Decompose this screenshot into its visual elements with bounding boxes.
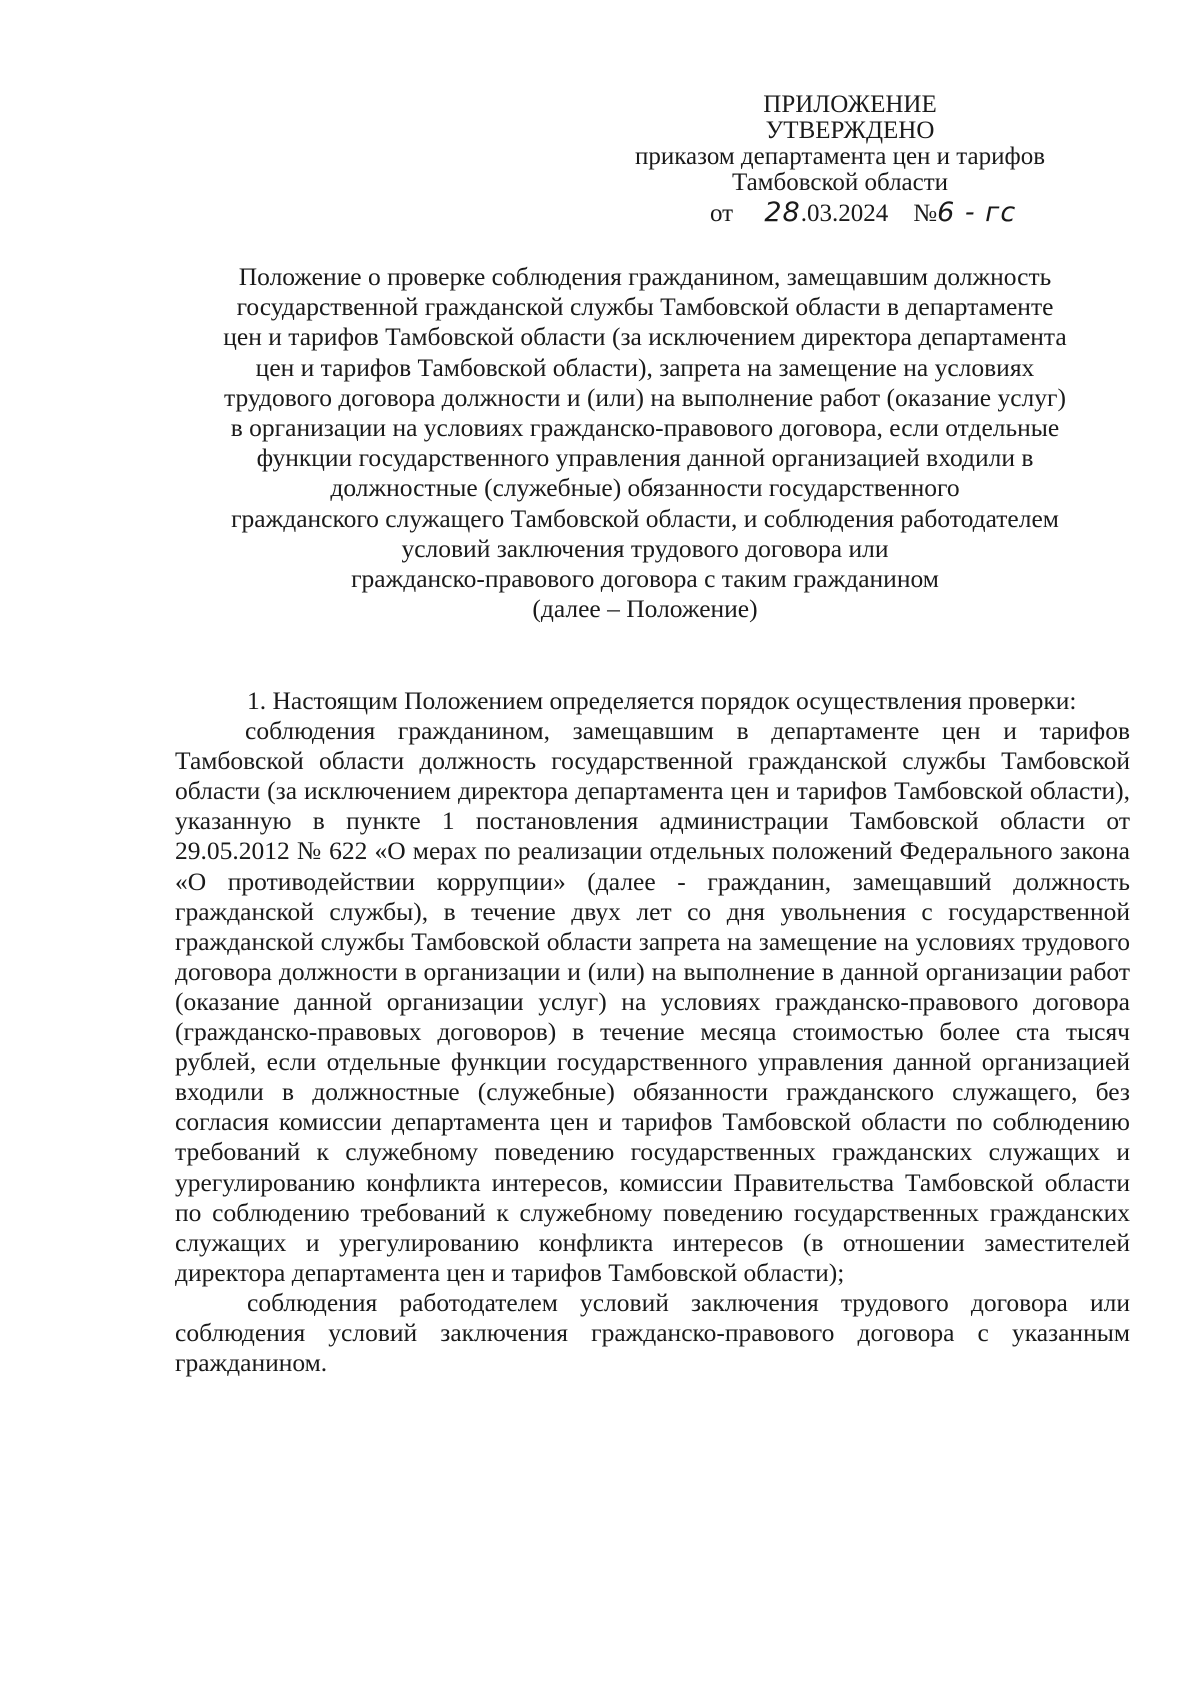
title-line: в организации на условиях гражданско-правового договора, если отдельные bbox=[230, 413, 1060, 443]
title-line: цен и тарифов Тамбовской области (за исключением директора департамента bbox=[223, 322, 1067, 352]
title-line: цен и тарифов Тамбовской области), запрета на замещение на условиях bbox=[255, 352, 1035, 382]
title-line: функции государственного управления данной организацией входили в bbox=[256, 443, 1034, 473]
title-line: государственной гражданской службы Тамбовской области в департаменте bbox=[236, 292, 1054, 322]
paragraph-2: соблюдения гражданином, замещавшим в департаменте цен и тарифов Тамбовской области должность государственной гражданской службы Тамбовской области (за исключением директора департамента цен и тарифов Тамбовской области), указанную в пункте 1 постановления администрации Тамбовской области от 29.05.2012 № 622 «О мерах по реализации отдельных положений Федерального закона «О противодействии коррупции» (далее - гражданин, замещавший должность гражданской службы), в течение двух лет со дня увольнения с государственной гражданской службы Тамбовской области запрета на замещение на условиях трудового договора должности в организации и (или) на выполнение в данной организации работ (оказание данной организации услуг) на условиях гражданско-правового договора (гражданско-правовых договоров) в течение месяца стоимостью более ста тысяч рублей, если отдельные функции государственного управления данной организацией входили в должностные (служебные) обязанности гражданского служащего, без согласия комиссии департамента цен и тарифов Тамбовской области по соблюдению требований к служебному поведению государственных гражданских служащих и урегулированию конфликта интересов, комиссии Правительства Тамбовской области по соблюдению требований к служебному поведению государственных гражданских служащих и урегулированию конфликта интересов (в отношении заместителей директора департамента цен и тарифов Тамбовской области); bbox=[175, 716, 1130, 1287]
handwritten-day: 28 bbox=[764, 197, 801, 228]
title-line: гражданского служащего Тамбовской области, и соблюдения работодателем bbox=[231, 503, 1059, 533]
document-title bbox=[160, 262, 1130, 624]
title-line: гражданско-правового договора с таким гражданином bbox=[351, 564, 939, 594]
paragraph-1: 1. Настоящим Положением определяется порядок осуществления проверки: bbox=[247, 686, 1077, 715]
title-line: условий заключения трудового договора или bbox=[401, 533, 889, 563]
order-date-line bbox=[600, 197, 1120, 228]
title-line: должностные (служебные) обязанности государственного bbox=[330, 473, 960, 503]
number-prefix: № bbox=[913, 200, 938, 227]
date-prefix: от bbox=[710, 200, 734, 227]
title-line: Положение о проверке соблюдения гражданином, замещавшим должность bbox=[238, 262, 1052, 291]
title-line: трудового договора должности и (или) на выполнение работ (оказание услуг) bbox=[224, 382, 1066, 412]
approved-label: УТВЕРЖДЕНО bbox=[765, 117, 935, 144]
title-line: (далее – Положение) bbox=[532, 594, 758, 624]
appendix-label: ПРИЛОЖЕНИЕ bbox=[763, 91, 937, 118]
order-line-1: приказом департамента цен и тарифов bbox=[634, 143, 1046, 170]
paragraph-3: соблюдения работодателем условий заключения трудового договора или соблюдения условий заключения гражданско-правового договора с указанным гражданином. bbox=[175, 1287, 1130, 1378]
handwritten-number: 6 - гс bbox=[937, 197, 1017, 228]
order-line-2: Тамбовской области bbox=[731, 169, 949, 196]
date-rest: .03.2024 bbox=[800, 200, 889, 227]
document-body bbox=[175, 686, 1130, 1378]
approval-header bbox=[560, 92, 1120, 227]
